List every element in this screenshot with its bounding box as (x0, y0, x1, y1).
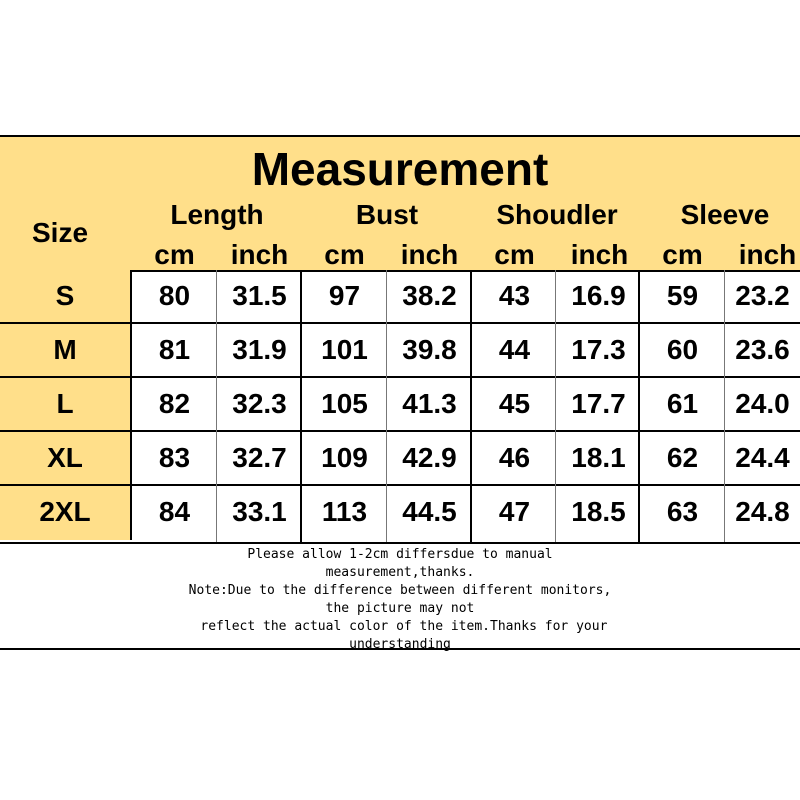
measurement-cell: 83 (158, 442, 191, 473)
measurement-cell: 109 (321, 442, 368, 473)
note-line: understanding (349, 637, 451, 652)
measurement-cell: 113 (321, 496, 368, 527)
measurement-cell: 41.3 (402, 388, 457, 419)
measurement-cell: 97 (328, 280, 361, 311)
table-row (0, 270, 800, 324)
note-line: reflect the actual color of the item.Thanks for your (192, 619, 608, 634)
measurement-cell: 82 (158, 388, 191, 419)
table-row (0, 324, 800, 378)
measurement-cell: 105 (321, 388, 368, 419)
measurement-cell: 46 (498, 442, 531, 473)
measurement-cell: 16.9 (571, 280, 626, 311)
table-row (0, 486, 800, 540)
table-row (0, 378, 800, 432)
group-header-sleeve: Sleeve (680, 199, 770, 230)
divider (638, 270, 640, 542)
measurement-cell: 80 (158, 280, 191, 311)
measurement-cell: 32.3 (232, 388, 287, 419)
size-chart (0, 135, 800, 650)
note-line: Please allow 1-2cm differsdue to manual (247, 547, 553, 562)
measurement-cell: 24.4 (735, 442, 790, 473)
unit-header-bust-inch: inch (400, 239, 459, 270)
table-row (0, 432, 800, 486)
measurement-cell: 23.6 (735, 334, 790, 365)
chart-header (0, 137, 800, 272)
measurement-cell: 31.5 (232, 280, 287, 311)
measurement-cell: 18.5 (571, 496, 626, 527)
measurement-cell: 18.1 (571, 442, 626, 473)
measurement-cell: 17.3 (571, 334, 626, 365)
group-header-length: Length (170, 199, 264, 230)
measurement-cell: 84 (158, 496, 191, 527)
divider (386, 270, 387, 542)
size-label: 2XL (0, 486, 132, 540)
unit-header-shoulder-inch: inch (570, 239, 629, 270)
measurement-cell: 44.5 (402, 496, 457, 527)
group-header-bust: Bust (355, 199, 419, 230)
unit-header-bust-cm: cm (324, 239, 365, 270)
measurement-cell: 45 (498, 388, 531, 419)
measurement-cell: 81 (158, 334, 191, 365)
measurement-cell: 32.7 (232, 442, 287, 473)
measurement-cell: 62 (666, 442, 699, 473)
note-line: Note:Due to the difference between different monitors, (188, 583, 612, 598)
measurement-cell: 61 (666, 388, 699, 419)
divider (724, 270, 725, 542)
divider (470, 270, 472, 542)
measurement-cell: 33.1 (232, 496, 287, 527)
measurement-cell: 24.0 (735, 388, 790, 419)
divider (555, 270, 556, 542)
unit-header-length-inch: inch (230, 239, 289, 270)
measurement-cell: 63 (666, 496, 699, 527)
note-line: the picture may not (325, 601, 475, 616)
measurement-cell: 59 (666, 280, 699, 311)
unit-header-length-cm: cm (154, 239, 195, 270)
divider (216, 270, 217, 542)
unit-header-sleeve-inch: inch (738, 239, 797, 270)
measurement-cell: 24.8 (735, 496, 790, 527)
measurement-cell: 31.9 (232, 334, 287, 365)
group-header-shoulder: Shoudler (496, 199, 618, 230)
measurement-cell: 17.7 (571, 388, 626, 419)
measurement-cell: 23.2 (735, 280, 790, 311)
measurement-cell: 42.9 (402, 442, 457, 473)
unit-header-sleeve-cm: cm (662, 239, 703, 270)
measurement-cell: 39.8 (402, 334, 457, 365)
size-label: M (0, 324, 132, 376)
measurement-cell: 101 (321, 334, 368, 365)
measurement-cell: 60 (666, 334, 699, 365)
measurement-cell: 43 (498, 280, 531, 311)
size-label: S (0, 270, 132, 322)
measurement-cell: 38.2 (402, 280, 457, 311)
size-label: L (0, 378, 132, 430)
measurement-cell: 47 (498, 496, 531, 527)
measurement-cell: 44 (498, 334, 531, 365)
size-column-header: Size (31, 217, 89, 248)
disclaimer-note (0, 542, 800, 652)
chart-title: Measurement (251, 143, 549, 195)
size-label: XL (0, 432, 132, 484)
note-line: measurement,thanks. (325, 565, 475, 580)
unit-header-shoulder-cm: cm (494, 239, 535, 270)
divider (300, 270, 302, 542)
